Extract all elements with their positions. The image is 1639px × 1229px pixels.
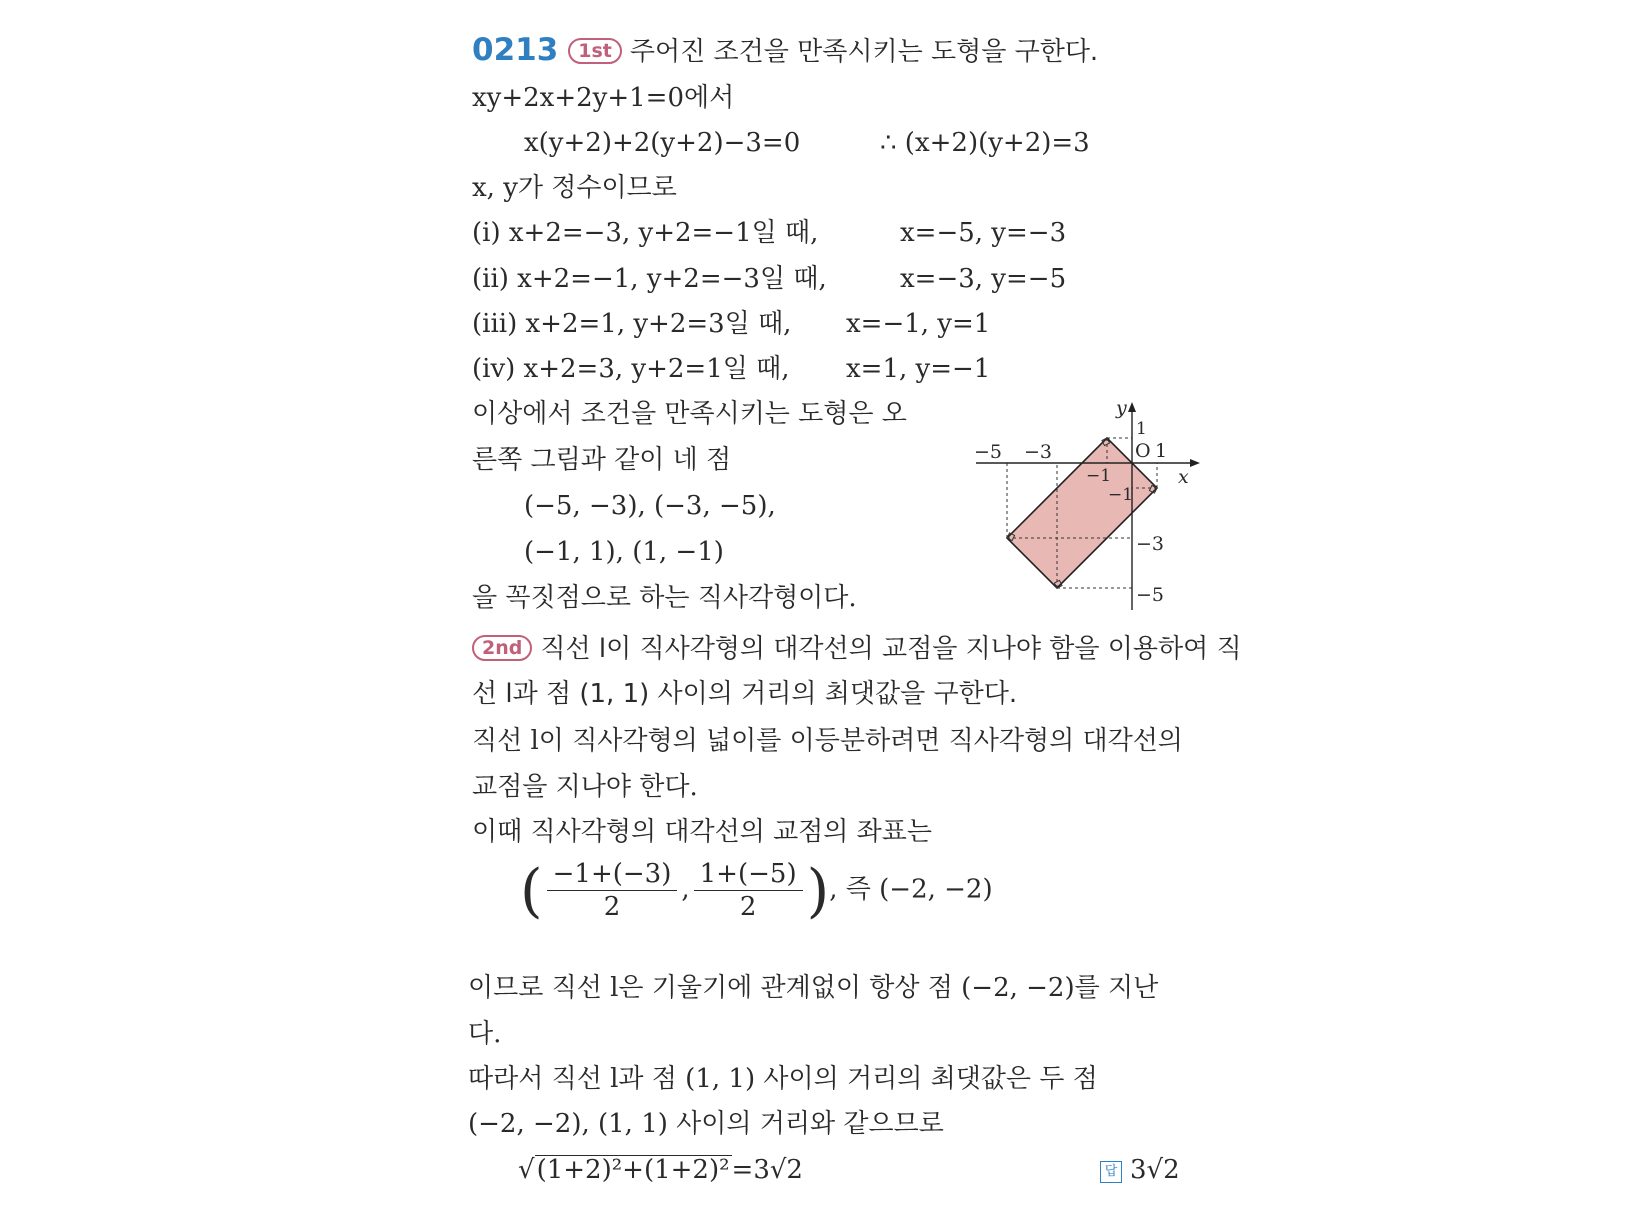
conclusion-line: 른쪽 그림과 같이 네 점 (472, 445, 732, 475)
case-label: (i) x+2=−3, y+2=−1일 때, (472, 218, 819, 248)
case-label: (ii) x+2=−1, y+2=−3일 때, (472, 264, 827, 294)
case-result: x=−3, y=−5 (900, 264, 1067, 294)
fraction-numerator: 1+(−5) (694, 858, 803, 891)
step2-after-line: (−2, −2), (1, 1) 사이의 거리와 같으므로 (468, 1109, 944, 1139)
step2-after-line: 다. (468, 1019, 502, 1049)
y-axis-arrow-icon (1128, 402, 1136, 412)
step2-heading-cont: 선 l과 점 (1, 1) 사이의 거리의 최댓값을 구한다. (472, 679, 1018, 709)
tick-label-y-neg1: −1 (1108, 485, 1134, 505)
formula-result: =3√2 (731, 1155, 803, 1185)
tick-label-y-neg5: −5 (1136, 584, 1165, 606)
tick-label-x-neg5: −5 (974, 441, 1003, 463)
case-label: (iii) x+2=1, y+2=3일 때, (472, 309, 792, 339)
answer (1100, 1154, 1180, 1186)
step2-badge: 2nd (472, 635, 532, 661)
case-label: (iv) x+2=3, y+2=1일 때, (472, 354, 790, 384)
tick-label-x-1: 1 (1155, 440, 1168, 462)
fraction (547, 858, 678, 923)
axis-label-x: x (1178, 466, 1189, 488)
tick-label-y-neg3: −3 (1136, 533, 1165, 555)
step2-line: 이때 직사각형의 대각선의 교점의 좌표는 (472, 817, 933, 847)
fraction-denominator: 2 (603, 892, 621, 922)
sqrt-icon: √ (518, 1155, 535, 1185)
step2-heading: 직선 l이 직사각형의 대각선의 교점을 지나야 함을 이용하여 직 (540, 634, 1242, 664)
step1-header (472, 34, 1098, 68)
right-paren: ) (806, 856, 830, 925)
rectangle-figure (968, 400, 1206, 620)
step2-after-line: 따라서 직선 l과 점 (1, 1) 사이의 거리의 최댓값은 두 점 (468, 1064, 1098, 1094)
step1-badge: 1st (568, 38, 622, 64)
equation-line: xy+2x+2y+1=0에서 (472, 83, 735, 113)
problem-number: 0213 (472, 32, 559, 68)
x-axis-arrow-icon (1190, 459, 1200, 467)
distance-formula (518, 1154, 803, 1186)
step2-after-line: 이므로 직선 l은 기울기에 관계없이 항상 점 (−2, −2)를 지난 (468, 973, 1159, 1003)
step2-line: 직선 l이 직사각형의 넓이를 이등분하려면 직사각형의 대각선의 (472, 726, 1183, 756)
case-result: x=1, y=−1 (846, 354, 991, 384)
vertices-line: (−1, 1), (1, −1) (524, 537, 724, 567)
factor-line: x(y+2)+2(y+2)−3=0 (524, 128, 801, 158)
conclusion-line: 이상에서 조건을 만족시키는 도형은 오 (472, 399, 907, 429)
integer-line: x, y가 정수이므로 (472, 173, 677, 203)
tick-label-x-neg3: −3 (1024, 441, 1053, 463)
case-result: x=−5, y=−3 (900, 218, 1067, 248)
answer-value: 3√2 (1130, 1155, 1180, 1185)
fraction (694, 858, 803, 923)
center-formula: ( $\frac{-1+(-3)}{2}$ , $\frac{1+(-5)}{2}$ ), 즉 (−2, −2) (520, 856, 993, 925)
therefore-line: ∴ (x+2)(y+2)=3 (880, 128, 1090, 158)
answer-icon: 답 (1100, 1161, 1122, 1183)
tick-label-x-neg1: −1 (1086, 466, 1112, 486)
left-paren: ( (520, 856, 543, 925)
step2-header (472, 633, 1242, 665)
step2-line: 교점을 지나야 한다. (472, 772, 698, 802)
axis-label-y: y (1116, 400, 1127, 419)
fraction-numerator: −1+(−3) (547, 858, 678, 891)
step1-heading: 주어진 조건을 만족시키는 도형을 구한다. (629, 37, 1099, 67)
center-result: , 즉 (−2, −2) (829, 874, 993, 905)
tick-label-y-1: 1 (1136, 419, 1147, 439)
case-result: x=−1, y=1 (846, 309, 991, 339)
origin-label: O (1135, 440, 1151, 462)
sqrt-radicand: (1+2)²+(1+2)² (536, 1155, 730, 1185)
conclusion-line: 을 꼭짓점으로 하는 직사각형이다. (472, 583, 857, 613)
fraction-denominator: 2 (739, 892, 757, 922)
vertices-line: (−5, −3), (−3, −5), (524, 491, 776, 521)
